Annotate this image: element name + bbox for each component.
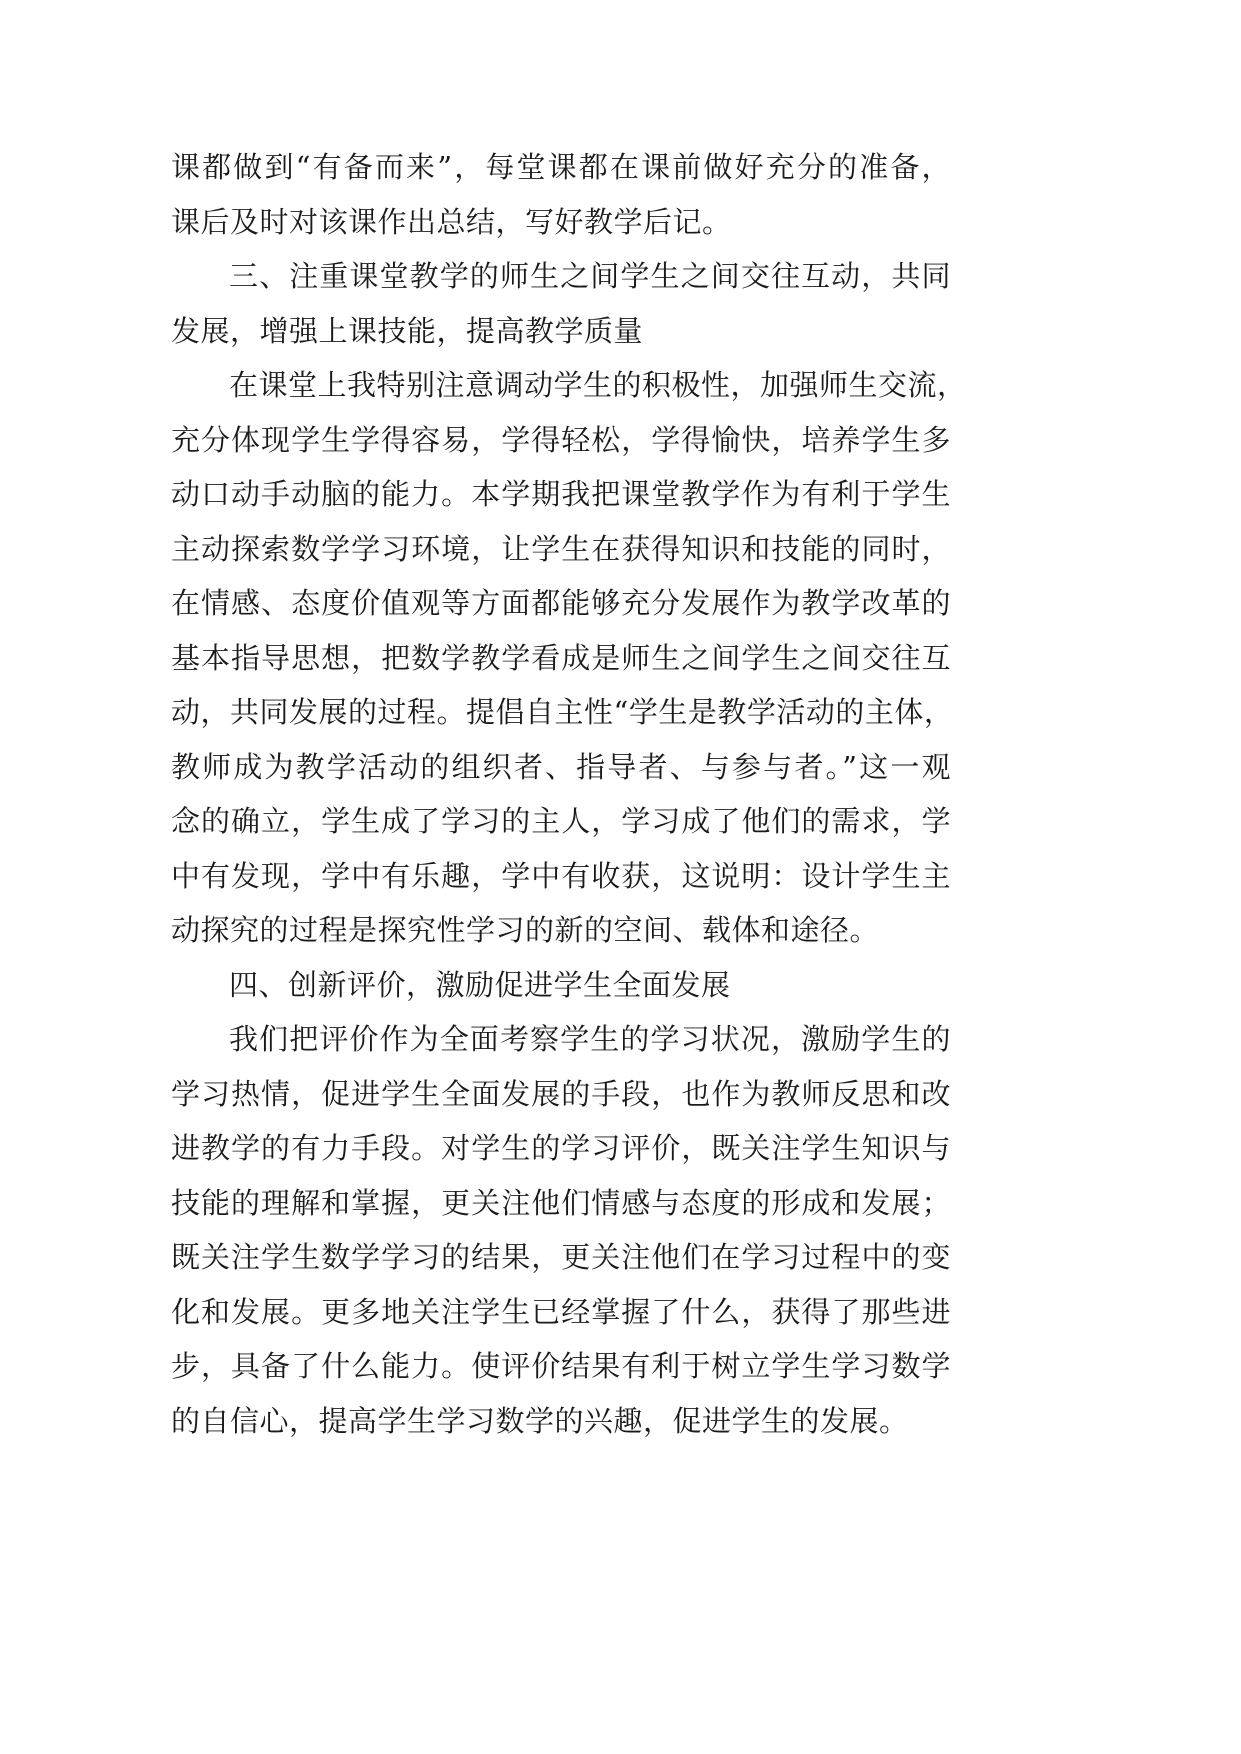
- document-line: 发展，增强上课技能，提高教学质量: [171, 313, 644, 348]
- document-line: 三、注重课堂教学的师生之间学生之间交往互动，共同: [229, 259, 951, 293]
- document-line: 既关注学生数学学习的结果，更关注他们在学习过程中的变: [171, 1240, 951, 1274]
- document-line: 我们把评价作为全面考察学生的学习状况，激励学生的: [229, 1022, 951, 1056]
- document-line: 教师成为教学活动的组织者、指导者、与参与者。”这一观: [171, 749, 951, 784]
- document-line: 在情感、态度价值观等方面都能够充分发展作为教学改革的: [171, 586, 951, 620]
- document-line: 学习热情，促进学生全面发展的手段，也作为教师反思和改: [171, 1076, 951, 1111]
- document-line: 念的确立，学生成了学习的主人，学习成了他们的需求，学: [171, 804, 951, 838]
- document-line: 充分体现学生学得容易，学得轻松，学得愉快，培养学生多: [171, 422, 951, 457]
- document-line: 动，共同发展的过程。提倡自主性“学生是教学活动的主体，: [171, 695, 954, 729]
- document-line: 四、创新评价，激励促进学生全面发展: [229, 967, 731, 1002]
- document-line: 技能的理解和掌握，更关注他们情感与态度的形成和发展；: [171, 1185, 951, 1220]
- document-line: 进教学的有力手段。对学生的学习评价，既关注学生知识与: [171, 1131, 951, 1165]
- document-line: 步，具备了什么能力。使评价结果有利于树立学生学习数学: [171, 1349, 951, 1383]
- document-line: 的自信心，提高学生学习数学的兴趣，促进学生的发展。: [171, 1403, 909, 1438]
- document-line: 中有发现，学中有乐趣，学中有收获，这说明：设计学生主: [171, 858, 951, 893]
- document-line: 动口动手动脑的能力。本学期我把课堂教学作为有利于学生: [171, 477, 951, 511]
- document-line: 课后及时对该课作出总结，写好教学后记。: [171, 204, 732, 239]
- document-line: 基本指导思想，把数学教学看成是师生之间学生之间交往互: [171, 640, 951, 675]
- document-body: [171, 140, 967, 1448]
- document-line: 主动探索数学学习环境，让学生在获得知识和技能的同时，: [171, 531, 951, 566]
- document-line: 在课堂上我特别注意调动学生的积极性，加强师生交流，: [229, 368, 967, 402]
- document-line: 化和发展。更多地关注学生已经掌握了什么，获得了那些进: [171, 1294, 951, 1329]
- document-line: 课都做到“有备而来”，每堂课都在课前做好充分的准备，: [171, 150, 951, 184]
- document-line: 动探究的过程是探究性学习的新的空间、载体和途径。: [171, 913, 880, 947]
